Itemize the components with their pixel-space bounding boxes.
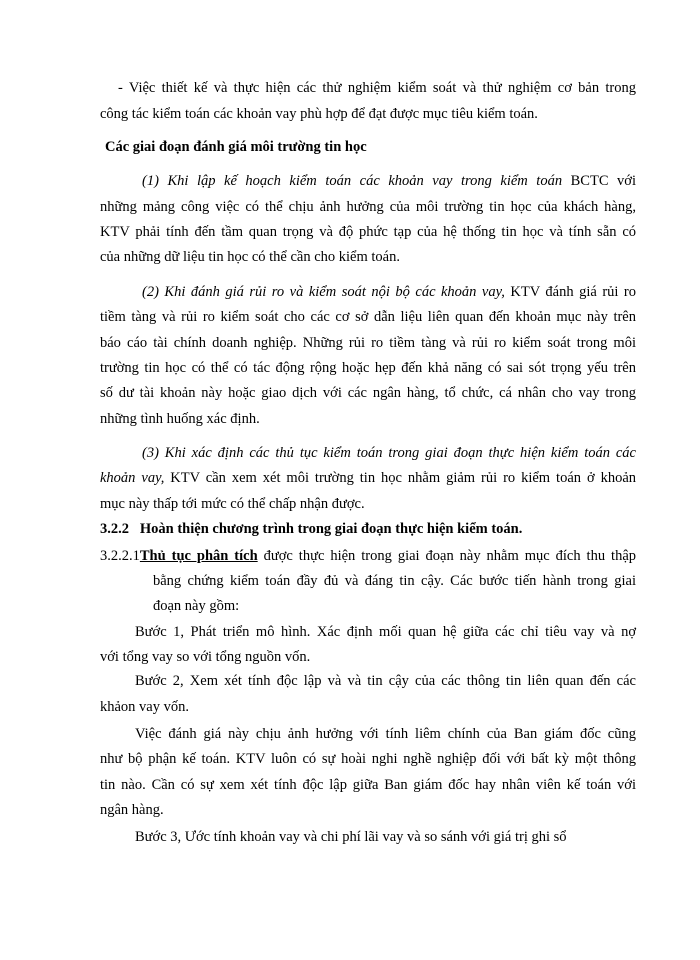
paragraph-line: như bộ phận kế toán. KTV luôn có sự hoài nghi nghề nghiệp đối với bất kỳ một thông	[100, 751, 636, 767]
paragraph-line: số dư tài khoản này hoặc giao dịch với các ngân hàng, tổ chức, cá nhân cho vay trong	[100, 385, 636, 401]
paragraph-line: tin nào. Cần có sự xem xét tính độc lập giữa Ban giám đốc hay nhân viên kế toán với	[100, 777, 636, 793]
text-span: KTV cần xem xét môi trường tin học nhằm giảm rủi ro kiểm toán ở khoản	[170, 470, 637, 486]
italic-lead: (1) Khi lập kế hoạch kiểm toán các khoản vay trong kiểm toán	[142, 173, 563, 189]
paragraph-line: KTV phải tính đến tầm quan trọng và độ phức tạp của hệ thống tin học và tính sẵn có	[100, 224, 636, 240]
italic-lead: (2) Khi đánh giá rủi ro và kiểm soát nội bộ các khoản vay,	[142, 284, 505, 300]
text-span: KTV đánh giá rủi ro	[510, 284, 637, 300]
paragraph-line	[142, 171, 636, 191]
paragraph-line	[100, 546, 636, 566]
text-span: BCTC với	[570, 173, 636, 189]
paragraph-line: Bước 2, Xem xét tính độc lập và và tin cậy của các thông tin liên quan đến các	[135, 673, 636, 689]
defined-term: Thủ tục phân tích	[139, 548, 258, 564]
text-span: được thực hiện trong giai đoạn này nhằm mục đích thu thập	[263, 548, 637, 564]
paragraph-line	[142, 282, 636, 302]
heading-title: Hoàn thiện chương trình trong giai đoạn thực hiện kiểm toán.	[139, 521, 523, 537]
paragraph-line: mục này thấp tới mức có thể chấp nhận được.	[100, 496, 365, 512]
paragraph-line: Việc đánh giá này chịu ảnh hưởng với tính liêm chính của Ban giám đốc cũng	[135, 726, 636, 742]
paragraph-line: trường tin học có thể có tác động rộng hoặc hẹp đến khả năng có sai sót trọng yếu trên	[100, 360, 636, 376]
paragraph-line: Bước 1, Phát triển mô hình. Xác định mối quan hệ giữa các chỉ tiêu vay và nợ	[135, 624, 636, 640]
paragraph-line: ngân hàng.	[100, 802, 164, 818]
section-heading: Các giai đoạn đánh giá môi trường tin học	[105, 139, 367, 155]
item-number: 3.2.2.1	[100, 548, 140, 564]
paragraph-line: Bước 3, Ước tính khoản vay và chi phí lãi vay và so sánh với giá trị ghi sổ	[135, 829, 567, 845]
paragraph-line: báo cáo tài chính doanh nghiệp. Những rủi ro tiềm tàng và rủi ro kiểm soát trong môi	[100, 335, 636, 351]
paragraph-line: tiềm tàng và rủi ro kiểm soát cho các cơ sở dẫn liệu liên quan đến khoản mục này trên	[100, 309, 636, 325]
paragraph-line: công tác kiểm toán các khoản vay phù hợp để đạt được mục tiêu kiểm toán.	[100, 106, 538, 122]
subsection-heading	[100, 519, 636, 539]
paragraph-line: đoạn này gồm:	[153, 598, 240, 614]
paragraph-line: (3) Khi xác định các thủ tục kiểm toán trong giai đoạn thực hiện kiểm toán các	[142, 445, 636, 461]
paragraph-line: với tổng vay so với tổng nguồn vốn.	[100, 649, 311, 665]
paragraph-line: những mảng công việc có thể chịu ảnh hưởng của môi trường tin học của khách hàng,	[100, 199, 636, 215]
paragraph-line: của những dữ liệu tin học có thể cần cho kiểm toán.	[100, 249, 400, 265]
paragraph-line: - Việc thiết kế và thực hiện các thử nghiệm kiểm soát và thử nghiệm cơ bản trong	[118, 80, 636, 96]
paragraph-line: những tình huống xác định.	[100, 411, 260, 427]
paragraph-line: bằng chứng kiểm toán đầy đủ và đáng tin cậy. Các bước tiến hành trong giai	[153, 573, 636, 589]
paragraph-line: khảon vay vốn.	[100, 699, 189, 715]
paragraph-line	[100, 468, 636, 488]
italic-lead: khoản vay,	[100, 470, 165, 486]
heading-number: 3.2.2	[100, 521, 129, 537]
